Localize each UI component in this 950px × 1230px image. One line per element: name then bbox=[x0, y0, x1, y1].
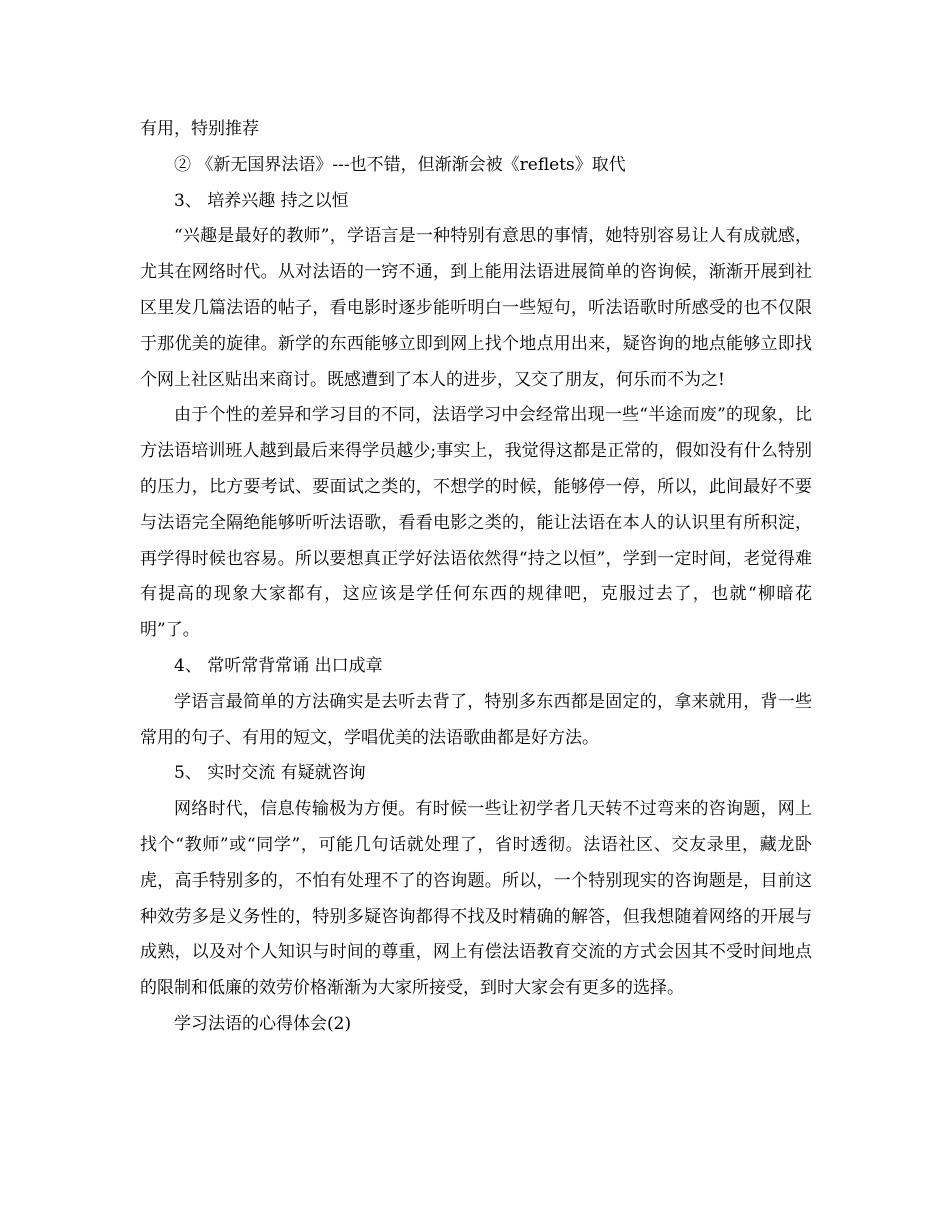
section-heading-3: 3、 培养兴趣 持之以恒 bbox=[174, 190, 349, 211]
paragraph-online-exchange: 网络时代，信息传输极为方便。有时候一些让初学者几天转不过弯来的咨询题，网上找个“教师”或“同学”，可能几句话就处理了，省时透彻。法语社区、交友录里，藏龙卧虎，高手特别多的，不怕有处理不了的咨询题。所以，一个特别现实的咨询题是，目前这种效劳多是义务性的，特别多疑咨询都得不找及时精确的解答，但我想随着网络的开展与成熟，以及对个人知识与时间的尊重，网上有偿法语教育交流的方式会因其不受时间地点的限制和低廉的效劳价格渐渐为大家所接受，到时大家会有更多的选择。 bbox=[140, 799, 812, 999]
article-title-part-2: 学习法语的心得体会(2) bbox=[174, 1013, 352, 1034]
paragraph-listen-recite: 学语言最简单的方法确实是去听去背了，特别多东西都是固定的，拿来就用，背一些常用的句子、有用的短文，学唱优美的法语歌曲都是好方法。 bbox=[140, 691, 812, 748]
paragraph-continuation: 有用，特别推荐 bbox=[140, 119, 259, 139]
section-heading-5: 5、 实时交流 有疑就咨询 bbox=[174, 763, 366, 784]
section-heading-4: 4、 常听常背常诵 出口成章 bbox=[174, 655, 383, 676]
document-body bbox=[140, 112, 812, 1043]
paragraph-persistence: 由于个性的差异和学习目的不同，法语学习中会经常出现一些“半途而废”的现象，比方法语培训班人越到最后来得学员越少;事实上，我觉得这都是正常的，假如没有什么特别的压力，比方要考试、要面试之类的，不想学的时候，能够停一停，所以，此间最好不要与法语完全隔绝能够听听法语歌，看看电影之类的，能让法语在本人的认识里有所积淀，再学得时候也容易。所以要想真正学好法语依然得“持之以恒”，学到一定时间，老觉得难有提高的现象大家都有，这应该是学任何东西的规律吧，克服过去了，也就“柳暗花明”了。 bbox=[140, 405, 812, 641]
paragraph-book-recommendation: ② 《新无国界法语》---也不错，但渐渐会被《reflets》取代 bbox=[174, 154, 626, 175]
paragraph-interest: “兴趣是最好的教师”，学语言是一种特别有意思的事情，她特别容易让人有成就感，尤其在网络时代。从对法语的一窍不通，到上能用法语进展简单的咨询候，渐渐开展到社区里发几篇法语的帖子，看电影时逐步能听明白一些短句，听法语歌时所感受的也不仅限于那优美的旋律。新学的东西能够立即到网上找个地点用出来，疑咨询的地点能够立即找个网上社区贴出来商讨。既感遭到了本人的进步，又交了朋友，何乐而不为之! bbox=[140, 226, 812, 390]
